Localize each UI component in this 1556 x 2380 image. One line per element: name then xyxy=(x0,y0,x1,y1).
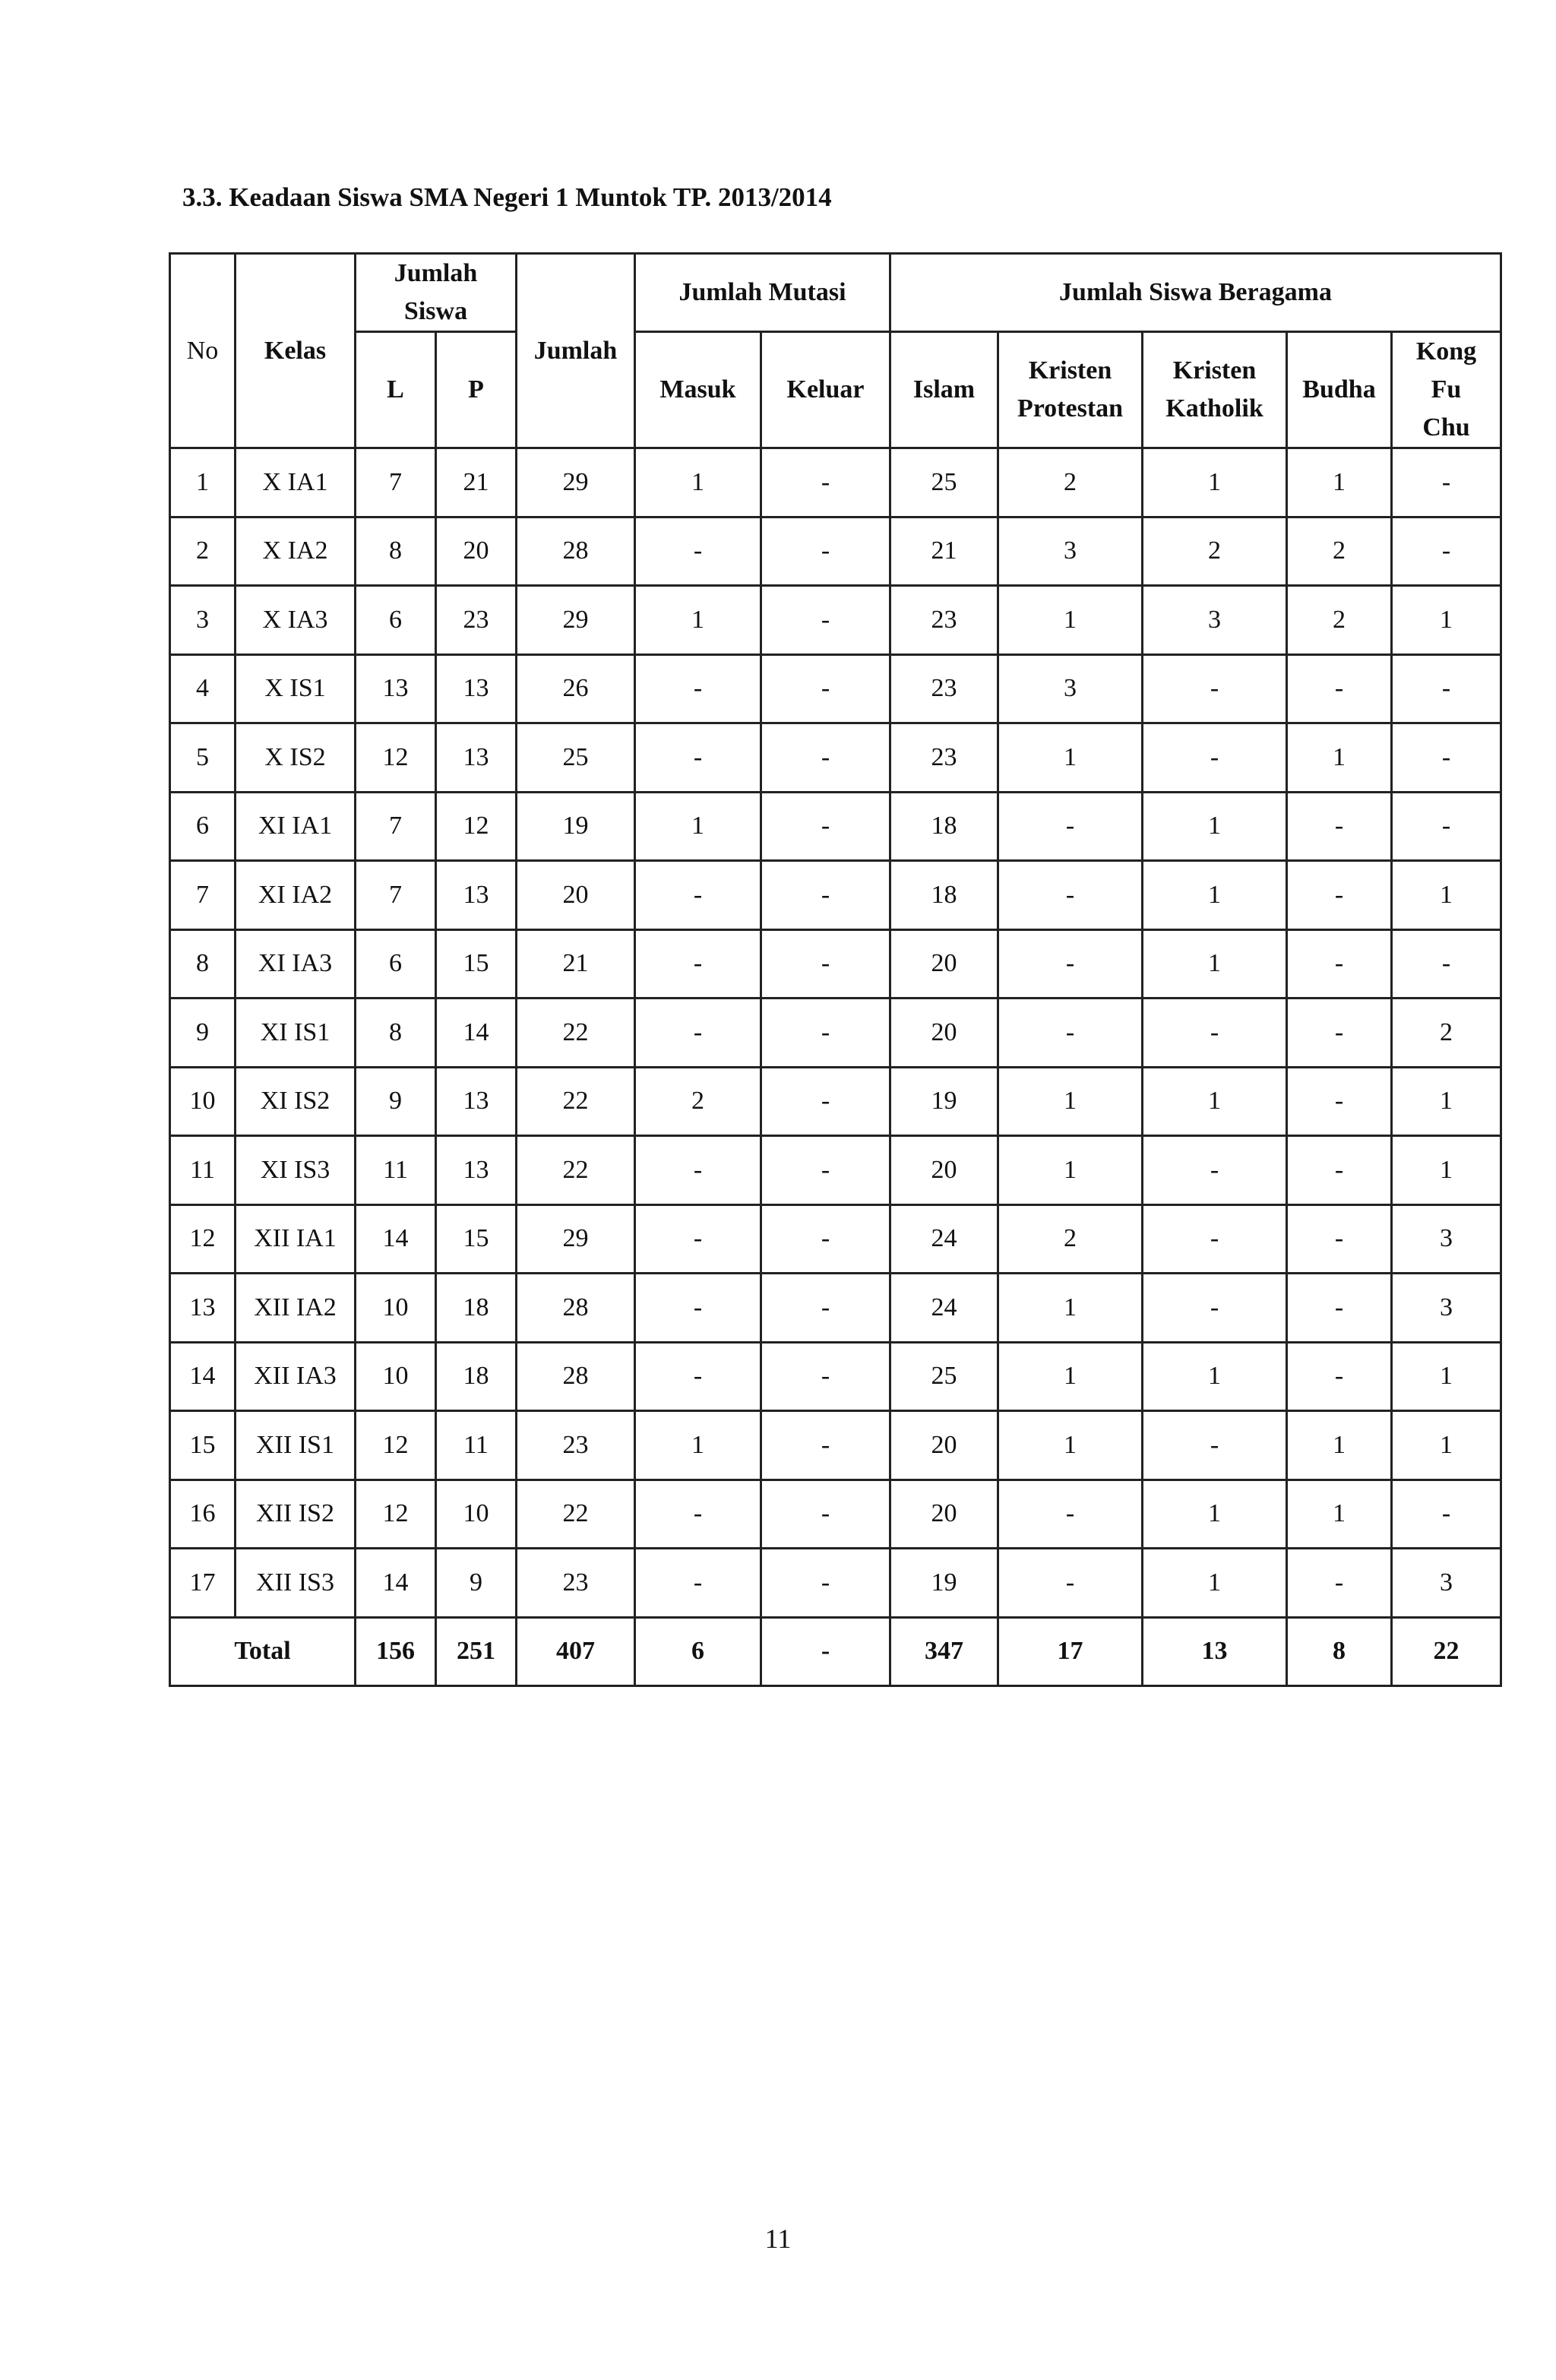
cell-keluar: - xyxy=(761,723,890,793)
cell-p: 18 xyxy=(436,1342,517,1411)
cell-budha: - xyxy=(1287,861,1392,930)
cell-islam: 20 xyxy=(890,929,998,999)
cell-kristen-protestan: 1 xyxy=(998,1411,1143,1480)
cell-islam: 19 xyxy=(890,1549,998,1618)
cell-kristen-katholik: 1 xyxy=(1143,448,1287,517)
cell-kristen-protestan: 1 xyxy=(998,1274,1143,1343)
cell-masuk: 1 xyxy=(635,1411,761,1480)
cell-no: 16 xyxy=(170,1480,236,1549)
cell-budha: - xyxy=(1287,1136,1392,1205)
cell-p: 14 xyxy=(436,999,517,1068)
cell-masuk: - xyxy=(635,1136,761,1205)
table-row xyxy=(170,517,1501,586)
cell-budha: 1 xyxy=(1287,1480,1392,1549)
cell-l: 7 xyxy=(356,792,436,861)
cell-l: 14 xyxy=(356,1549,436,1618)
total-jumlah: 407 xyxy=(517,1617,635,1686)
cell-budha: - xyxy=(1287,929,1392,999)
cell-p: 23 xyxy=(436,586,517,655)
cell-no: 11 xyxy=(170,1136,236,1205)
cell-kelas: XII IS3 xyxy=(236,1549,356,1618)
cell-kong-fu-chu: 1 xyxy=(1392,1136,1501,1205)
cell-kong-fu-chu: 1 xyxy=(1392,1342,1501,1411)
cell-masuk: - xyxy=(635,1274,761,1343)
header-kelas: Kelas xyxy=(236,254,356,448)
cell-keluar: - xyxy=(761,517,890,586)
cell-no: 4 xyxy=(170,654,236,723)
cell-jumlah: 21 xyxy=(517,929,635,999)
cell-jumlah: 28 xyxy=(517,517,635,586)
cell-kelas: XII IA2 xyxy=(236,1274,356,1343)
cell-kristen-katholik: 1 xyxy=(1143,1549,1287,1618)
cell-l: 11 xyxy=(356,1136,436,1205)
cell-kristen-katholik: 1 xyxy=(1143,861,1287,930)
cell-kelas: X IA1 xyxy=(236,448,356,517)
cell-jumlah: 22 xyxy=(517,1067,635,1136)
cell-no: 5 xyxy=(170,723,236,793)
cell-p: 10 xyxy=(436,1480,517,1549)
cell-budha: - xyxy=(1287,999,1392,1068)
cell-keluar: - xyxy=(761,861,890,930)
cell-jumlah: 20 xyxy=(517,861,635,930)
cell-l: 6 xyxy=(356,586,436,655)
cell-kristen-protestan: 1 xyxy=(998,723,1143,793)
cell-kong-fu-chu: - xyxy=(1392,448,1501,517)
cell-kong-fu-chu: 1 xyxy=(1392,1067,1501,1136)
cell-kristen-protestan: - xyxy=(998,792,1143,861)
cell-kong-fu-chu: 3 xyxy=(1392,1204,1501,1274)
total-budha: 8 xyxy=(1287,1617,1392,1686)
total-l: 156 xyxy=(356,1617,436,1686)
cell-no: 2 xyxy=(170,517,236,586)
cell-l: 13 xyxy=(356,654,436,723)
cell-kristen-katholik: 1 xyxy=(1143,1480,1287,1549)
cell-budha: - xyxy=(1287,654,1392,723)
cell-kristen-protestan: - xyxy=(998,929,1143,999)
cell-masuk: 1 xyxy=(635,448,761,517)
cell-l: 12 xyxy=(356,1480,436,1549)
header-kong-fu-chu-line-3: Chu xyxy=(1422,413,1470,442)
cell-kristen-protestan: - xyxy=(998,861,1143,930)
cell-kristen-katholik: - xyxy=(1143,999,1287,1068)
cell-islam: 21 xyxy=(890,517,998,586)
cell-no: 3 xyxy=(170,586,236,655)
table-header xyxy=(170,254,1501,448)
cell-kristen-katholik: - xyxy=(1143,723,1287,793)
table-row xyxy=(170,792,1501,861)
header-l: L xyxy=(356,332,436,448)
total-keluar: - xyxy=(761,1617,890,1686)
cell-budha: - xyxy=(1287,792,1392,861)
cell-kong-fu-chu: 2 xyxy=(1392,999,1501,1068)
table-row xyxy=(170,861,1501,930)
header-jumlah-siswa-line-2: Siswa xyxy=(403,297,468,325)
cell-l: 10 xyxy=(356,1274,436,1343)
cell-no: 15 xyxy=(170,1411,236,1480)
cell-kong-fu-chu: - xyxy=(1392,792,1501,861)
student-table xyxy=(169,252,1502,1687)
cell-no: 14 xyxy=(170,1342,236,1411)
cell-kong-fu-chu: 1 xyxy=(1392,861,1501,930)
cell-budha: - xyxy=(1287,1274,1392,1343)
cell-kong-fu-chu: - xyxy=(1392,723,1501,793)
cell-kristen-katholik: - xyxy=(1143,1136,1287,1205)
cell-no: 13 xyxy=(170,1274,236,1343)
cell-p: 15 xyxy=(436,1204,517,1274)
cell-p: 11 xyxy=(436,1411,517,1480)
cell-kristen-katholik: 1 xyxy=(1143,792,1287,861)
cell-jumlah: 29 xyxy=(517,1204,635,1274)
header-kristen-protestan xyxy=(998,332,1143,448)
cell-jumlah: 22 xyxy=(517,1480,635,1549)
cell-islam: 24 xyxy=(890,1274,998,1343)
cell-kelas: XI IS2 xyxy=(236,1067,356,1136)
cell-keluar: - xyxy=(761,586,890,655)
cell-kelas: X IS1 xyxy=(236,654,356,723)
cell-l: 7 xyxy=(356,861,436,930)
header-kong-fu-chu-line-2: Fu xyxy=(1431,375,1462,404)
table-row xyxy=(170,1204,1501,1274)
cell-p: 13 xyxy=(436,723,517,793)
cell-masuk: - xyxy=(635,1549,761,1618)
header-kristen-katholik-line-2: Katholik xyxy=(1165,394,1263,423)
cell-p: 13 xyxy=(436,861,517,930)
cell-islam: 23 xyxy=(890,586,998,655)
cell-kristen-protestan: - xyxy=(998,999,1143,1068)
cell-jumlah: 29 xyxy=(517,586,635,655)
cell-masuk: - xyxy=(635,1342,761,1411)
header-islam: Islam xyxy=(890,332,998,448)
cell-islam: 20 xyxy=(890,999,998,1068)
header-p: P xyxy=(436,332,517,448)
table-row xyxy=(170,1549,1501,1618)
cell-jumlah: 29 xyxy=(517,448,635,517)
cell-budha: - xyxy=(1287,1549,1392,1618)
cell-jumlah: 25 xyxy=(517,723,635,793)
cell-l: 8 xyxy=(356,517,436,586)
cell-islam: 23 xyxy=(890,654,998,723)
cell-masuk: 1 xyxy=(635,792,761,861)
cell-kristen-protestan: - xyxy=(998,1549,1143,1618)
header-kong-fu-chu xyxy=(1392,332,1501,448)
cell-islam: 23 xyxy=(890,723,998,793)
cell-islam: 24 xyxy=(890,1204,998,1274)
cell-budha: 2 xyxy=(1287,586,1392,655)
cell-kristen-protestan: 2 xyxy=(998,448,1143,517)
cell-keluar: - xyxy=(761,1342,890,1411)
cell-kristen-protestan: 1 xyxy=(998,586,1143,655)
total-label: Total xyxy=(170,1617,356,1686)
cell-budha: 1 xyxy=(1287,1411,1392,1480)
cell-jumlah: 22 xyxy=(517,1136,635,1205)
cell-kristen-katholik: 1 xyxy=(1143,1342,1287,1411)
cell-masuk: - xyxy=(635,1204,761,1274)
cell-islam: 18 xyxy=(890,792,998,861)
cell-masuk: - xyxy=(635,723,761,793)
cell-kong-fu-chu: - xyxy=(1392,654,1501,723)
cell-kristen-protestan: 3 xyxy=(998,654,1143,723)
cell-islam: 20 xyxy=(890,1136,998,1205)
table-row xyxy=(170,1274,1501,1343)
cell-no: 10 xyxy=(170,1067,236,1136)
cell-no: 17 xyxy=(170,1549,236,1618)
header-jumlah-siswa-line-1: Jumlah xyxy=(394,259,478,287)
header-kristen-katholik-line-1: Kristen xyxy=(1172,356,1257,385)
cell-kelas: XI IA2 xyxy=(236,861,356,930)
cell-p: 15 xyxy=(436,929,517,999)
total-kristen-protestan: 17 xyxy=(998,1617,1143,1686)
cell-p: 20 xyxy=(436,517,517,586)
cell-keluar: - xyxy=(761,1067,890,1136)
cell-masuk: - xyxy=(635,999,761,1068)
cell-keluar: - xyxy=(761,792,890,861)
cell-kristen-katholik: 2 xyxy=(1143,517,1287,586)
page-number: 11 xyxy=(764,2223,792,2254)
header-kristen-protestan-line-2: Protestan xyxy=(1017,394,1124,423)
cell-p: 18 xyxy=(436,1274,517,1343)
cell-budha: - xyxy=(1287,1342,1392,1411)
cell-l: 7 xyxy=(356,448,436,517)
cell-no: 1 xyxy=(170,448,236,517)
cell-no: 9 xyxy=(170,999,236,1068)
cell-kong-fu-chu: - xyxy=(1392,1480,1501,1549)
cell-kong-fu-chu: 1 xyxy=(1392,1411,1501,1480)
cell-kristen-protestan: - xyxy=(998,1480,1143,1549)
cell-masuk: 2 xyxy=(635,1067,761,1136)
cell-no: 8 xyxy=(170,929,236,999)
table-row xyxy=(170,1411,1501,1480)
cell-p: 21 xyxy=(436,448,517,517)
total-kong-fu-chu: 22 xyxy=(1392,1617,1501,1686)
cell-islam: 25 xyxy=(890,1342,998,1411)
cell-p: 13 xyxy=(436,654,517,723)
cell-kristen-protestan: 1 xyxy=(998,1342,1143,1411)
cell-kristen-katholik: 1 xyxy=(1143,929,1287,999)
cell-islam: 18 xyxy=(890,861,998,930)
table-row xyxy=(170,1480,1501,1549)
cell-masuk: - xyxy=(635,654,761,723)
cell-l: 14 xyxy=(356,1204,436,1274)
cell-keluar: - xyxy=(761,1549,890,1618)
cell-budha: - xyxy=(1287,1204,1392,1274)
cell-budha: 1 xyxy=(1287,448,1392,517)
header-kristen-protestan-line-1: Kristen xyxy=(1028,356,1112,385)
cell-kong-fu-chu: 1 xyxy=(1392,586,1501,655)
cell-kong-fu-chu: 3 xyxy=(1392,1549,1501,1618)
table-row xyxy=(170,654,1501,723)
cell-kelas: XII IA3 xyxy=(236,1342,356,1411)
cell-kelas: X IS2 xyxy=(236,723,356,793)
cell-keluar: - xyxy=(761,929,890,999)
table-row xyxy=(170,448,1501,517)
cell-kelas: XI IA1 xyxy=(236,792,356,861)
cell-keluar: - xyxy=(761,1204,890,1274)
header-budha: Budha xyxy=(1287,332,1392,448)
cell-jumlah: 26 xyxy=(517,654,635,723)
table-row xyxy=(170,586,1501,655)
cell-islam: 25 xyxy=(890,448,998,517)
cell-jumlah: 28 xyxy=(517,1342,635,1411)
header-no: No xyxy=(170,254,236,448)
header-jumlah-siswa-beragama: Jumlah Siswa Beragama xyxy=(890,254,1501,332)
cell-kristen-protestan: 1 xyxy=(998,1136,1143,1205)
cell-jumlah: 28 xyxy=(517,1274,635,1343)
cell-kristen-katholik: - xyxy=(1143,1411,1287,1480)
cell-p: 13 xyxy=(436,1067,517,1136)
cell-kristen-protestan: 3 xyxy=(998,517,1143,586)
cell-masuk: - xyxy=(635,1480,761,1549)
cell-budha: 2 xyxy=(1287,517,1392,586)
cell-jumlah: 22 xyxy=(517,999,635,1068)
cell-jumlah: 23 xyxy=(517,1549,635,1618)
cell-keluar: - xyxy=(761,1480,890,1549)
cell-masuk: 1 xyxy=(635,586,761,655)
cell-keluar: - xyxy=(761,1274,890,1343)
header-kong-fu-chu-line-1: Kong xyxy=(1415,337,1477,366)
cell-keluar: - xyxy=(761,1411,890,1480)
total-masuk: 6 xyxy=(635,1617,761,1686)
cell-kristen-katholik: - xyxy=(1143,1274,1287,1343)
total-row xyxy=(170,1617,1501,1686)
cell-p: 13 xyxy=(436,1136,517,1205)
cell-islam: 20 xyxy=(890,1480,998,1549)
cell-p: 9 xyxy=(436,1549,517,1618)
cell-no: 7 xyxy=(170,861,236,930)
cell-masuk: - xyxy=(635,929,761,999)
cell-keluar: - xyxy=(761,999,890,1068)
cell-islam: 19 xyxy=(890,1067,998,1136)
header-masuk: Masuk xyxy=(635,332,761,448)
cell-budha: 1 xyxy=(1287,723,1392,793)
header-jumlah: Jumlah xyxy=(517,254,635,448)
header-kristen-katholik xyxy=(1143,332,1287,448)
table-body xyxy=(170,448,1501,1686)
cell-l: 12 xyxy=(356,723,436,793)
cell-islam: 20 xyxy=(890,1411,998,1480)
cell-kristen-katholik: 1 xyxy=(1143,1067,1287,1136)
header-keluar: Keluar xyxy=(761,332,890,448)
cell-budha: - xyxy=(1287,1067,1392,1136)
cell-masuk: - xyxy=(635,517,761,586)
cell-kelas: X IA3 xyxy=(236,586,356,655)
table-row xyxy=(170,723,1501,793)
table-row xyxy=(170,999,1501,1068)
cell-kristen-katholik: - xyxy=(1143,1204,1287,1274)
cell-kelas: X IA2 xyxy=(236,517,356,586)
cell-kong-fu-chu: - xyxy=(1392,929,1501,999)
total-islam: 347 xyxy=(890,1617,998,1686)
cell-kristen-katholik: - xyxy=(1143,654,1287,723)
table-row xyxy=(170,1342,1501,1411)
cell-kelas: XII IA1 xyxy=(236,1204,356,1274)
cell-no: 12 xyxy=(170,1204,236,1274)
page-title: 3.3. Keadaan Siswa SMA Negeri 1 Muntok TP. 2013/2014 xyxy=(182,182,832,212)
cell-keluar: - xyxy=(761,1136,890,1205)
cell-p: 12 xyxy=(436,792,517,861)
cell-kristen-protestan: 1 xyxy=(998,1067,1143,1136)
cell-l: 8 xyxy=(356,999,436,1068)
cell-jumlah: 19 xyxy=(517,792,635,861)
cell-kristen-protestan: 2 xyxy=(998,1204,1143,1274)
cell-kelas: XI IS3 xyxy=(236,1136,356,1205)
header-jumlah-mutasi: Jumlah Mutasi xyxy=(635,254,890,332)
cell-l: 9 xyxy=(356,1067,436,1136)
cell-kelas: XI IS1 xyxy=(236,999,356,1068)
cell-kelas: XI IA3 xyxy=(236,929,356,999)
cell-kong-fu-chu: 3 xyxy=(1392,1274,1501,1343)
cell-keluar: - xyxy=(761,448,890,517)
total-kristen-katholik: 13 xyxy=(1143,1617,1287,1686)
table-row xyxy=(170,1067,1501,1136)
table-row xyxy=(170,929,1501,999)
cell-kristen-katholik: 3 xyxy=(1143,586,1287,655)
cell-no: 6 xyxy=(170,792,236,861)
cell-masuk: - xyxy=(635,861,761,930)
total-p: 251 xyxy=(436,1617,517,1686)
cell-kelas: XII IS1 xyxy=(236,1411,356,1480)
cell-kong-fu-chu: - xyxy=(1392,517,1501,586)
cell-l: 10 xyxy=(356,1342,436,1411)
cell-kelas: XII IS2 xyxy=(236,1480,356,1549)
table-row xyxy=(170,1136,1501,1205)
header-jumlah-siswa xyxy=(356,254,517,332)
cell-l: 12 xyxy=(356,1411,436,1480)
cell-keluar: - xyxy=(761,654,890,723)
cell-jumlah: 23 xyxy=(517,1411,635,1480)
cell-l: 6 xyxy=(356,929,436,999)
